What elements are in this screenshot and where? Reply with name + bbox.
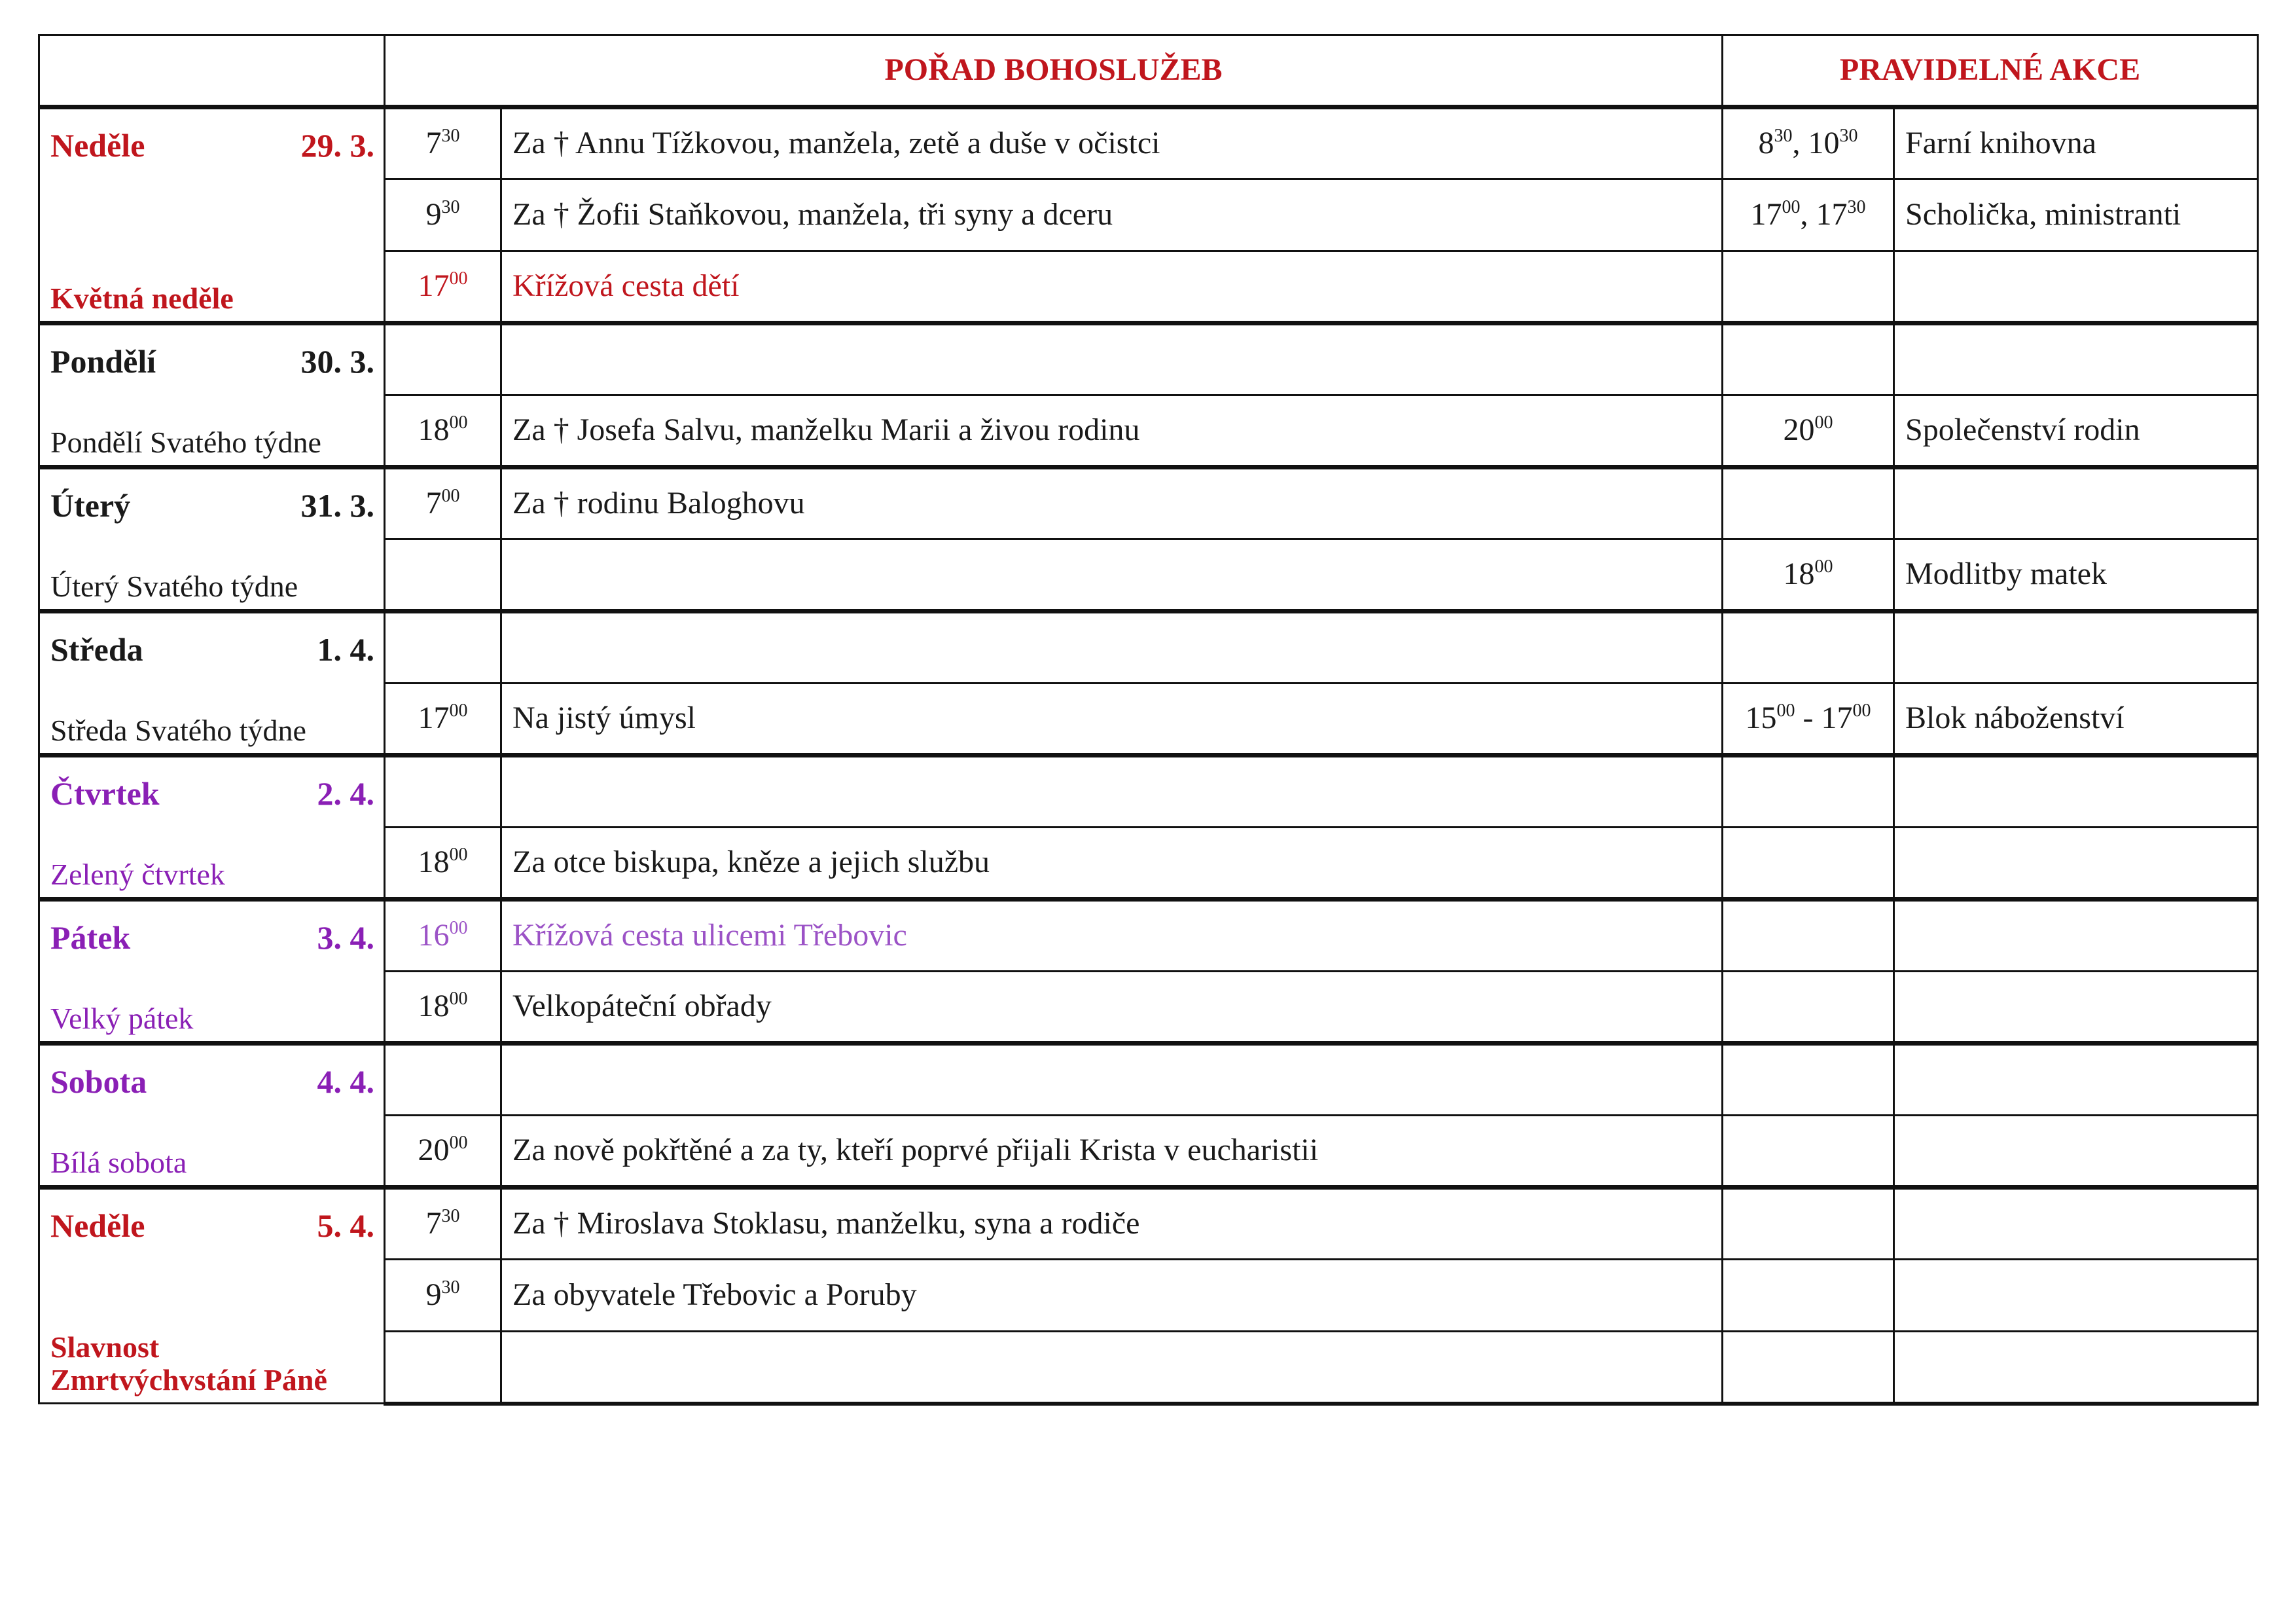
day-date: 30. 3.	[300, 343, 374, 380]
mass-time	[385, 611, 501, 684]
mass-intention: Za † Miroslava Stoklasu, manželku, syna a rodiče	[501, 1188, 1723, 1260]
day-row	[39, 1044, 2258, 1116]
events-title: PRAVIDELNÉ AKCE	[1723, 35, 2258, 107]
mass-time	[385, 756, 501, 828]
day-name: Čtvrtek	[50, 775, 160, 812]
event-name	[1894, 1044, 2258, 1116]
day-subtitle: Úterý Svatého týdne	[50, 570, 298, 604]
event-name: Modlitby matek	[1894, 539, 2258, 611]
mass-intention	[501, 611, 1723, 684]
day-row	[39, 323, 2258, 395]
event-time	[1723, 251, 1894, 323]
event-time	[1723, 1116, 1894, 1188]
day-cell	[39, 756, 385, 900]
day-date: 29. 3.	[300, 127, 374, 164]
event-time	[1723, 1044, 1894, 1116]
mass-intention: Na jistý úmysl	[501, 684, 1723, 756]
event-name: Společenství rodin	[1894, 395, 2258, 467]
day-subtitle: Pondělí Svatého týdne	[50, 426, 321, 460]
event-time	[1723, 611, 1894, 684]
mass-time: $9^{30}$	[385, 179, 501, 251]
day-cell	[39, 107, 385, 323]
day-name: Neděle	[50, 127, 145, 164]
event-name	[1894, 1260, 2258, 1332]
mass-time: $17^{00}$	[385, 251, 501, 323]
mass-intention	[501, 1332, 1723, 1404]
mass-intention	[501, 323, 1723, 395]
event-name	[1894, 251, 2258, 323]
day-cell	[39, 323, 385, 467]
event-name: Scholička, ministranti	[1894, 179, 2258, 251]
mass-intention: Za † Josefa Salvu, manželku Marii a živou rodinu	[501, 395, 1723, 467]
mass-time	[385, 323, 501, 395]
mass-intention: Křížová cesta dětí	[501, 251, 1723, 323]
schedule-title: POŘAD BOHOSLUŽEB	[385, 35, 1723, 107]
day-date: 2. 4.	[317, 775, 374, 812]
day-cell	[39, 900, 385, 1044]
event-name	[1894, 756, 2258, 828]
event-time: $8^{30}$, $10^{30}$	[1723, 107, 1894, 179]
mass-intention: Velkopáteční obřady	[501, 972, 1723, 1044]
day-name: Středa	[50, 631, 143, 668]
mass-time: $20^{00}$	[385, 1116, 501, 1188]
event-name	[1894, 828, 2258, 900]
day-name: Neděle	[50, 1207, 145, 1244]
day-row	[39, 1188, 2258, 1260]
mass-intention: Za † Annu Tížkovou, manžela, zetě a duše v očistci	[501, 107, 1723, 179]
event-time	[1723, 1332, 1894, 1404]
event-time	[1723, 972, 1894, 1044]
mass-time: $18^{00}$	[385, 395, 501, 467]
event-time	[1723, 323, 1894, 395]
event-name	[1894, 1116, 2258, 1188]
day-row	[39, 611, 2258, 684]
day-name: Pondělí	[50, 343, 156, 380]
event-time	[1723, 467, 1894, 539]
mass-intention: Křížová cesta ulicemi Třebovic	[501, 900, 1723, 972]
event-name: Farní knihovna	[1894, 107, 2258, 179]
day-subtitle: Středa Svatého týdne	[50, 714, 306, 748]
event-time: $17^{00}$, $17^{30}$	[1723, 179, 1894, 251]
event-name	[1894, 323, 2258, 395]
mass-time: $7^{30}$	[385, 1188, 501, 1260]
day-cell	[39, 611, 385, 756]
event-time: $15^{00} - 17^{00}$	[1723, 684, 1894, 756]
day-name: Sobota	[50, 1063, 147, 1100]
mass-intention: Za † Žofii Staňkovou, manžela, tři syny a dceru	[501, 179, 1723, 251]
day-date: 5. 4.	[317, 1207, 374, 1244]
mass-time	[385, 1044, 501, 1116]
day-date: 31. 3.	[300, 487, 374, 524]
day-row	[39, 107, 2258, 179]
mass-time: $7^{30}$	[385, 107, 501, 179]
event-time	[1723, 1188, 1894, 1260]
mass-intention: Za nově pokřtěné a za ty, kteří poprvé přijali Krista v eucharistii	[501, 1116, 1723, 1188]
event-name: Blok náboženství	[1894, 684, 2258, 756]
mass-intention: Za obyvatele Třebovic a Poruby	[501, 1260, 1723, 1332]
day-cell	[39, 467, 385, 611]
event-name	[1894, 1332, 2258, 1404]
day-date: 3. 4.	[317, 919, 374, 956]
day-cell	[39, 1044, 385, 1188]
mass-time: $7^{00}$	[385, 467, 501, 539]
event-time	[1723, 900, 1894, 972]
mass-intention	[501, 756, 1723, 828]
event-name	[1894, 467, 2258, 539]
day-subtitle: Velký pátek	[50, 1002, 194, 1036]
event-time	[1723, 756, 1894, 828]
mass-intention: Za otce biskupa, kněze a jejich službu	[501, 828, 1723, 900]
mass-time: $16^{00}$	[385, 900, 501, 972]
event-name	[1894, 1188, 2258, 1260]
event-time: $20^{00}$	[1723, 395, 1894, 467]
mass-time: $9^{30}$	[385, 1260, 501, 1332]
event-name	[1894, 972, 2258, 1044]
mass-time	[385, 539, 501, 611]
day-row	[39, 900, 2258, 972]
mass-intention	[501, 1044, 1723, 1116]
header-empty-cell	[39, 35, 385, 107]
mass-time: $17^{00}$	[385, 684, 501, 756]
day-cell	[39, 1188, 385, 1404]
event-name	[1894, 611, 2258, 684]
mass-time: $18^{00}$	[385, 972, 501, 1044]
mass-time	[385, 1332, 501, 1404]
mass-time: $18^{00}$	[385, 828, 501, 900]
day-row	[39, 467, 2258, 539]
mass-intention: Za † rodinu Baloghovu	[501, 467, 1723, 539]
day-date: 4. 4.	[317, 1063, 374, 1100]
day-name: Pátek	[50, 919, 131, 956]
day-subtitle: Zelený čtvrtek	[50, 858, 225, 892]
header-row	[39, 35, 2258, 107]
day-name: Úterý	[50, 487, 131, 524]
day-subtitle: Květná neděle	[50, 282, 234, 316]
mass-intention	[501, 539, 1723, 611]
event-time	[1723, 828, 1894, 900]
day-row	[39, 756, 2258, 828]
event-name	[1894, 900, 2258, 972]
event-time	[1723, 1260, 1894, 1332]
day-subtitle: Bílá sobota	[50, 1146, 187, 1180]
day-date: 1. 4.	[317, 631, 374, 668]
schedule-table	[38, 34, 2259, 1406]
event-time: $18^{00}$	[1723, 539, 1894, 611]
day-subtitle: Slavnost Zmrtvýchvstání Páně	[50, 1330, 327, 1397]
